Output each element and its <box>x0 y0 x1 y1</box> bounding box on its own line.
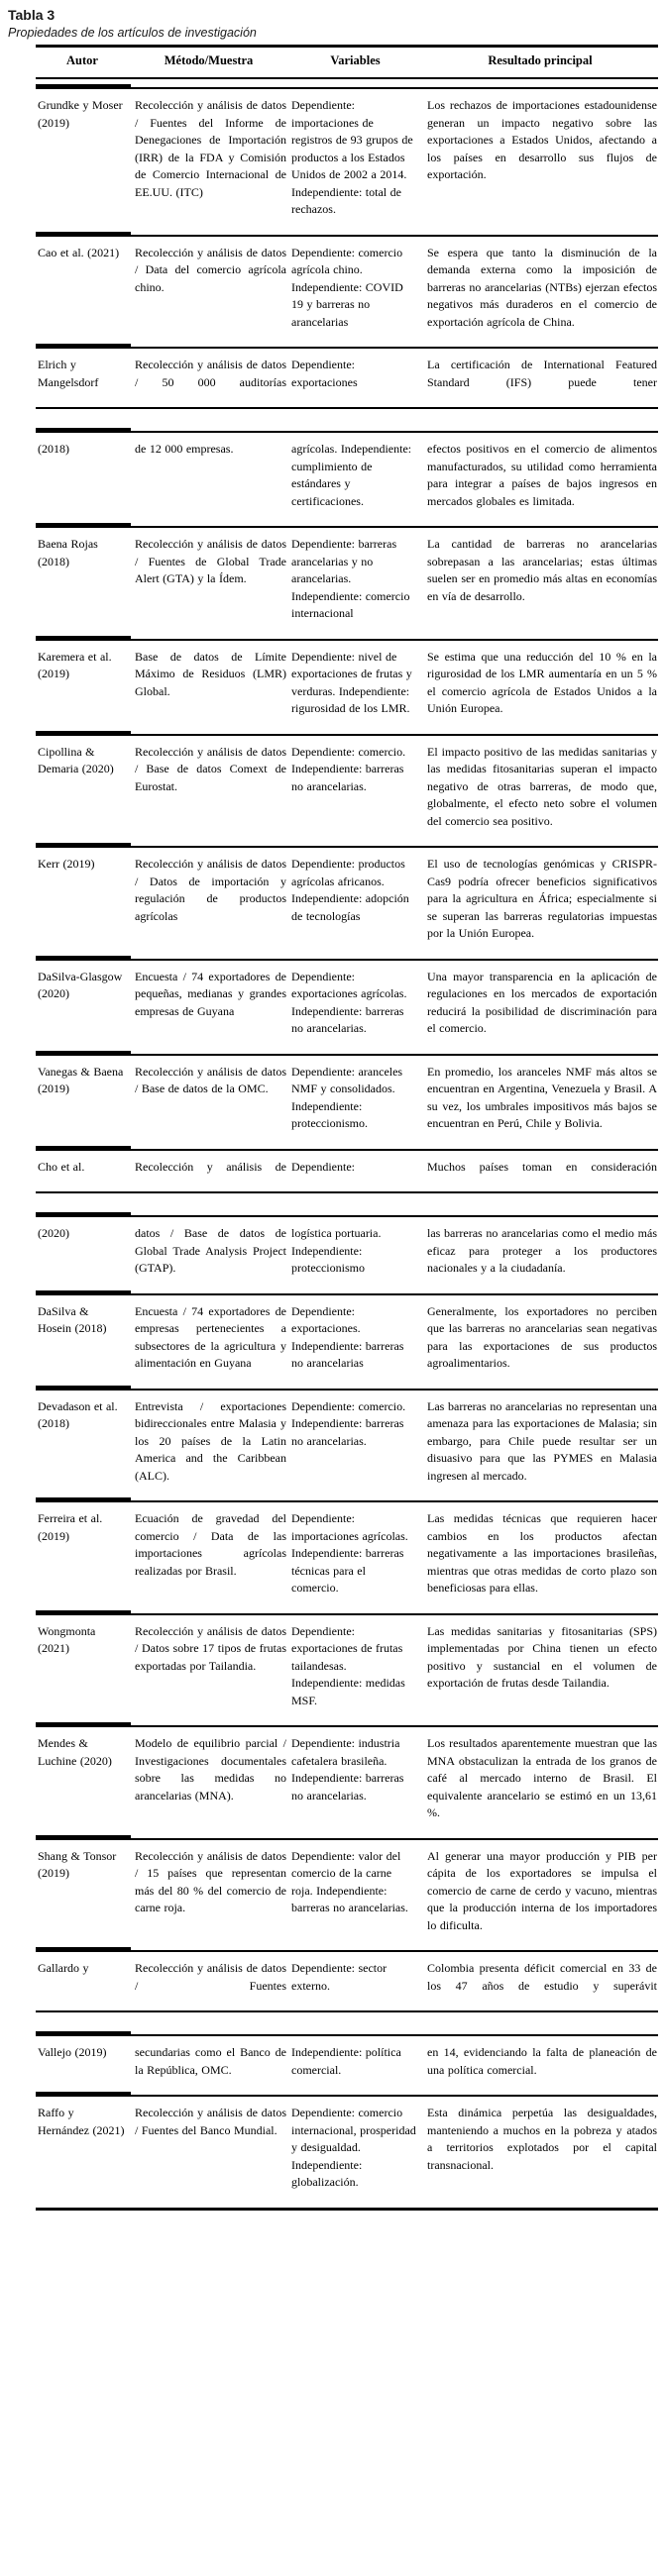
table-row-split-bottom <box>36 1215 658 1293</box>
cell-variables: Independiente: política comercial. <box>291 2045 401 2077</box>
cell-resultado: Los resultados aparentemente muestran que las MNA obstaculizan la entrada de los granos de café al mercado interno de Brasil. El equivalente arancelario se estimó en un 13,61 %. <box>427 1736 657 1819</box>
cell-metodo: Recolección y análisis de datos / Base de datos Comext de Eurostat. <box>135 744 286 793</box>
cell-variables: Dependiente: comercio. Independiente: barreras no arancelarias. <box>291 744 406 793</box>
cell-resultado: efectos positivos en el comercio de alimentos manufacturados, su utilidad como herramienta para integrar a países de bajos ingresos en mercados globales es limitada. <box>427 442 657 508</box>
cell-variables: Dependiente: aranceles NMF y consolidados. Independiente: proteccionismo. <box>291 1064 403 1130</box>
table-row <box>36 2095 658 2208</box>
cell-autor: (2020) <box>38 1226 69 1240</box>
table-row <box>36 734 658 847</box>
cell-metodo: datos / Base de datos de Global Trade Analysis Project (GTAP). <box>135 1226 286 1275</box>
cell-variables: Dependiente: barreras arancelarias y no arancelarias. Independiente: comercio internacional <box>291 537 410 620</box>
cell-autor: Gallardo y <box>38 1961 89 1975</box>
cell-variables: Dependiente: importaciones de registros de 93 grupos de productos a los Estados Unidos de 2002 a 2014. Independiente: total de rechazos. <box>291 98 413 216</box>
cell-metodo: Ecuación de gravedad del comercio / Data de las importaciones agrícolas realizadas por Brasil. <box>135 1511 286 1578</box>
table-row <box>36 639 658 734</box>
table-row-split-bottom <box>36 431 658 526</box>
cell-resultado: Se espera que tanto la disminución de la demanda externa como la imposición de barreras no arancelarias (NTBs) ejerzan efectos negativos más duraderos en el comercio de exportación agrícola de China. <box>427 245 657 329</box>
cell-autor: Shang & Tonsor (2019) <box>38 1848 117 1880</box>
table-row <box>36 1500 658 1613</box>
cell-autor: DaSilva-Glasgow (2020) <box>38 969 123 1000</box>
table-title: Tabla 3 <box>8 7 55 23</box>
column-header-metodo: Método/Muestra <box>164 53 254 67</box>
cell-metodo: Encuesta / 74 exportadores de empresas pertenecientes a subsectores de la agricultura y alimentación en Guyana <box>135 1303 286 1370</box>
cell-metodo: Recolección y análisis de datos / Datos de importación y regulación de productos agrícolas <box>135 857 286 923</box>
cell-resultado: en 14, evidenciando la falta de planeación de una política comercial. <box>427 2045 657 2077</box>
cell-metodo: secundarias como el Banco de la República, OMC. <box>135 2045 286 2077</box>
cell-resultado: La certificación de International Featured Standard (IFS) puede tener <box>427 358 657 389</box>
cell-metodo: Recolección y análisis de datos / Fuentes del Informe de Denegaciones de Importación (IRR) de la FDA y Comisión de Comercio Internacional de EE.UU. (ITC) <box>135 98 286 199</box>
table-row-split-bottom <box>36 2034 658 2095</box>
cell-autor: Wongmonta (2021) <box>38 1623 96 1655</box>
table-row-split-top <box>36 347 658 409</box>
cell-metodo: Encuesta / 74 exportadores de pequeñas, medianas y grandes empresas de Guyana <box>135 969 286 1018</box>
cell-autor: Cao et al. (2021) <box>38 245 120 259</box>
column-header-autor: Autor <box>66 53 98 67</box>
table-row <box>36 87 658 235</box>
cell-metodo: Entrevista / exportaciones bidireccionales entre Malasia y los 20 países de la Latin America and the Caribbean (ALC). <box>135 1398 286 1483</box>
cell-variables: Dependiente: comercio agrícola chino. Independiente: COVID 19 y barreras no arancelarias <box>291 245 403 329</box>
cell-resultado: Las medidas técnicas que requieren hacer cambios en los productos afectan negativamente a las importaciones brasileñas, mientras que otras medidas de corto plazo son beneficiosas para ellas. <box>427 1511 657 1595</box>
cell-variables: Dependiente: exportaciones agrícolas. Independiente: barreras no arancelarias. <box>291 969 407 1035</box>
cell-metodo: Base de datos de Límite Máximo de Residuos (LMR) Global. <box>135 649 286 698</box>
cell-variables: Dependiente: exportaciones. Independiente: barreras no arancelarias <box>291 1303 404 1370</box>
research-articles-table <box>36 45 658 2211</box>
cell-resultado: En promedio, los aranceles NMF más altos se encuentran en Argentina, Venezuela y Brasil. A su vez, los umbrales impositivos más bajos se encuentran en Perú, Chile y Bolivia. <box>427 1064 657 1130</box>
column-header-resultado: Resultado principal <box>488 53 593 67</box>
cell-metodo: Recolección y análisis de datos / Fuentes <box>135 1961 286 1993</box>
cell-autor: Mendes & Luchine (2020) <box>38 1736 112 1768</box>
table-row <box>36 846 658 959</box>
cell-metodo: Recolección y análisis de datos / Datos sobre 17 tipos de frutas exportadas por Tailandia. <box>135 1623 286 1673</box>
cell-variables: Dependiente: productos agrícolas africanos. Independiente: adopción de tecnologías <box>291 857 409 923</box>
cell-metodo: de 12 000 empresas. <box>135 442 234 456</box>
cell-resultado: Las medidas sanitarias y fitosanitarias (SPS) implementadas por China tienen un efecto positivo y sustancial en el volumen de exportación de frutas desde Tailandia. <box>427 1623 657 1690</box>
table-row-split-top <box>36 1950 658 2012</box>
cell-autor: Kerr (2019) <box>38 857 95 871</box>
table-row <box>36 1054 658 1149</box>
cell-metodo: Modelo de equilibrio parcial / Investigaciones documentales sobre las medidas no arancelarias (MNA). <box>135 1736 286 1803</box>
cell-autor: Vanegas & Baena (2019) <box>38 1064 124 1095</box>
cell-resultado: Las barreras no arancelarias no representan una amenaza para las exportaciones de Malasia; sin embargo, para Chile puede resultar ser un disuasivo para que las PYMES en Malasia ingresen al mercado. <box>427 1398 657 1483</box>
cell-metodo: Recolección y análisis de datos / 15 países que representan más del 80 % del comercio de carne roja. <box>135 1848 286 1914</box>
table-row <box>36 1389 658 1501</box>
cell-metodo: Recolección y análisis de datos / Data del comercio agrícola chino. <box>135 245 286 294</box>
cell-metodo: Recolección y análisis de datos / Fuentes del Banco Mundial. <box>135 2106 286 2137</box>
cell-autor: DaSilva & Hosein (2018) <box>38 1303 107 1335</box>
cell-autor: (2018) <box>38 442 69 456</box>
cell-metodo: Recolección y análisis de datos / Fuentes de Global Trade Alert (GTA) y la Ídem. <box>135 537 286 585</box>
cell-autor: Karemera et al. (2019) <box>38 649 112 680</box>
cell-autor: Elrich y Mangelsdorf <box>38 358 99 389</box>
cell-autor: Vallejo (2019) <box>38 2045 107 2059</box>
cell-variables: Dependiente: comercio. Independiente: barreras no arancelarias. <box>291 1398 406 1448</box>
table-row <box>36 1838 658 1951</box>
cell-variables: Dependiente: nivel de exportaciones de frutas y verduras. Independiente: rigurosidad de los LMR. <box>291 649 412 715</box>
table-row <box>36 959 658 1054</box>
table-row <box>36 526 658 639</box>
cell-resultado: Una mayor transparencia en la aplicación de regulaciones en los mercados de exportación reducirá la posibilidad de discriminación para el comercio. <box>427 969 657 1035</box>
cell-metodo: Recolección y análisis de datos / 50 000 auditorías <box>135 358 286 389</box>
cell-autor: Raffo y Hernández (2021) <box>38 2106 125 2137</box>
cell-variables: Dependiente: comercio internacional, prosperidad y desigualdad. Independiente: globalización. <box>291 2106 416 2189</box>
cell-resultado: Los rechazos de importaciones estadounidense generan un impacto negativo sobre las exportaciones a Estados Unidos, afectando a los países en desarrollo sus flujos de exportación. <box>427 98 657 181</box>
table-row-split-top <box>36 1149 658 1194</box>
cell-metodo: Recolección y análisis de <box>135 1159 286 1174</box>
cell-autor: Baena Rojas (2018) <box>38 537 98 568</box>
cell-resultado: El uso de tecnologías genómicas y CRISPR-Cas9 podría ofrecer beneficios significativos para la agricultura en África; especialmente si se superan las barreras regulatorias impuestas por la Unión Europea. <box>427 857 657 940</box>
cell-resultado: El impacto positivo de las medidas sanitarias y las medidas fitosanitarias superan el impacto negativo de otras barreras, de modo que, globalmente, el efecto neto sobre el volumen del comercio sea positivo. <box>427 744 657 828</box>
cell-variables: Dependiente: valor del comercio de la carne roja. Independiente: barreras no arancelarias. <box>291 1848 408 1914</box>
cell-variables: logística portuaria. Independiente: proteccionismo <box>291 1226 382 1275</box>
cell-resultado: Esta dinámica perpetúa las desigualdades, manteniendo a muchos en la pobreza y atados a territorios explotados por el capital transnacional. <box>427 2106 657 2172</box>
table-row <box>36 1293 658 1389</box>
cell-resultado: La cantidad de barreras no arancelarias sobrepasan a las arancelarias; estas últimas suelen ser en promedio más altas en economías en vía de desarrollo. <box>427 537 657 603</box>
cell-variables: Dependiente: importaciones agrícolas. Independiente: barreras técnicas para el comercio. <box>291 1511 408 1595</box>
cell-autor: Cho et al. <box>38 1159 85 1174</box>
column-header-variables: Variables <box>330 53 381 67</box>
table-subtitle: Propiedades de los artículos de investigación <box>8 26 257 40</box>
cell-autor: Grundke y Moser (2019) <box>38 98 123 130</box>
cell-variables: Dependiente: exportaciones <box>291 358 358 389</box>
cell-autor: Ferreira et al. (2019) <box>38 1511 103 1543</box>
cell-resultado: las barreras no arancelarias como el medio más eficaz para proteger a los productores nacionales y a la ciudadanía. <box>427 1226 657 1275</box>
cell-variables: Dependiente: industria cafetalera brasileña. Independiente: barreras no arancelarias. <box>291 1736 404 1803</box>
table-header-row <box>36 48 658 79</box>
cell-resultado: Generalmente, los exportadores no perciben que las barreras no arancelarias sean negativas para las exportaciones de sus productos agroalimentarios. <box>427 1303 657 1370</box>
cell-resultado: Colombia presenta déficit comercial en 33 de los 47 años de estudio y superávit <box>427 1961 657 1993</box>
cell-metodo: Recolección y análisis de datos / Base de datos de la OMC. <box>135 1064 286 1095</box>
cell-variables: Dependiente: <box>291 1159 355 1174</box>
cell-resultado: Se estima que una reducción del 10 % en la rigurosidad de los LMR aumentaría en un 5 % el comercio agrícola de Estados Unidos a la Unión Europea. <box>427 649 657 715</box>
cell-autor: Cipollina & Demaria (2020) <box>38 744 114 775</box>
cell-resultado: Muchos países toman en consideración <box>427 1159 657 1174</box>
cell-resultado: Al generar una mayor producción y PIB per cápita de los exportadores se impulsa el comercio de carne de cerdo y vacuno, mientras que la producción interna de los importadores lo dificulta. <box>427 1848 657 1932</box>
cell-autor: Devadason et al. (2018) <box>38 1398 118 1430</box>
cell-variables: Dependiente: sector externo. <box>291 1961 388 1993</box>
cell-variables: agrícolas. Independiente: cumplimiento de estándares y certificaciones. <box>291 442 412 508</box>
table-row <box>36 1613 658 1726</box>
cell-variables: Dependiente: exportaciones de frutas tailandesas. Independiente: medidas MSF. <box>291 1623 405 1707</box>
table-row <box>36 1725 658 1838</box>
table-row <box>36 235 658 348</box>
